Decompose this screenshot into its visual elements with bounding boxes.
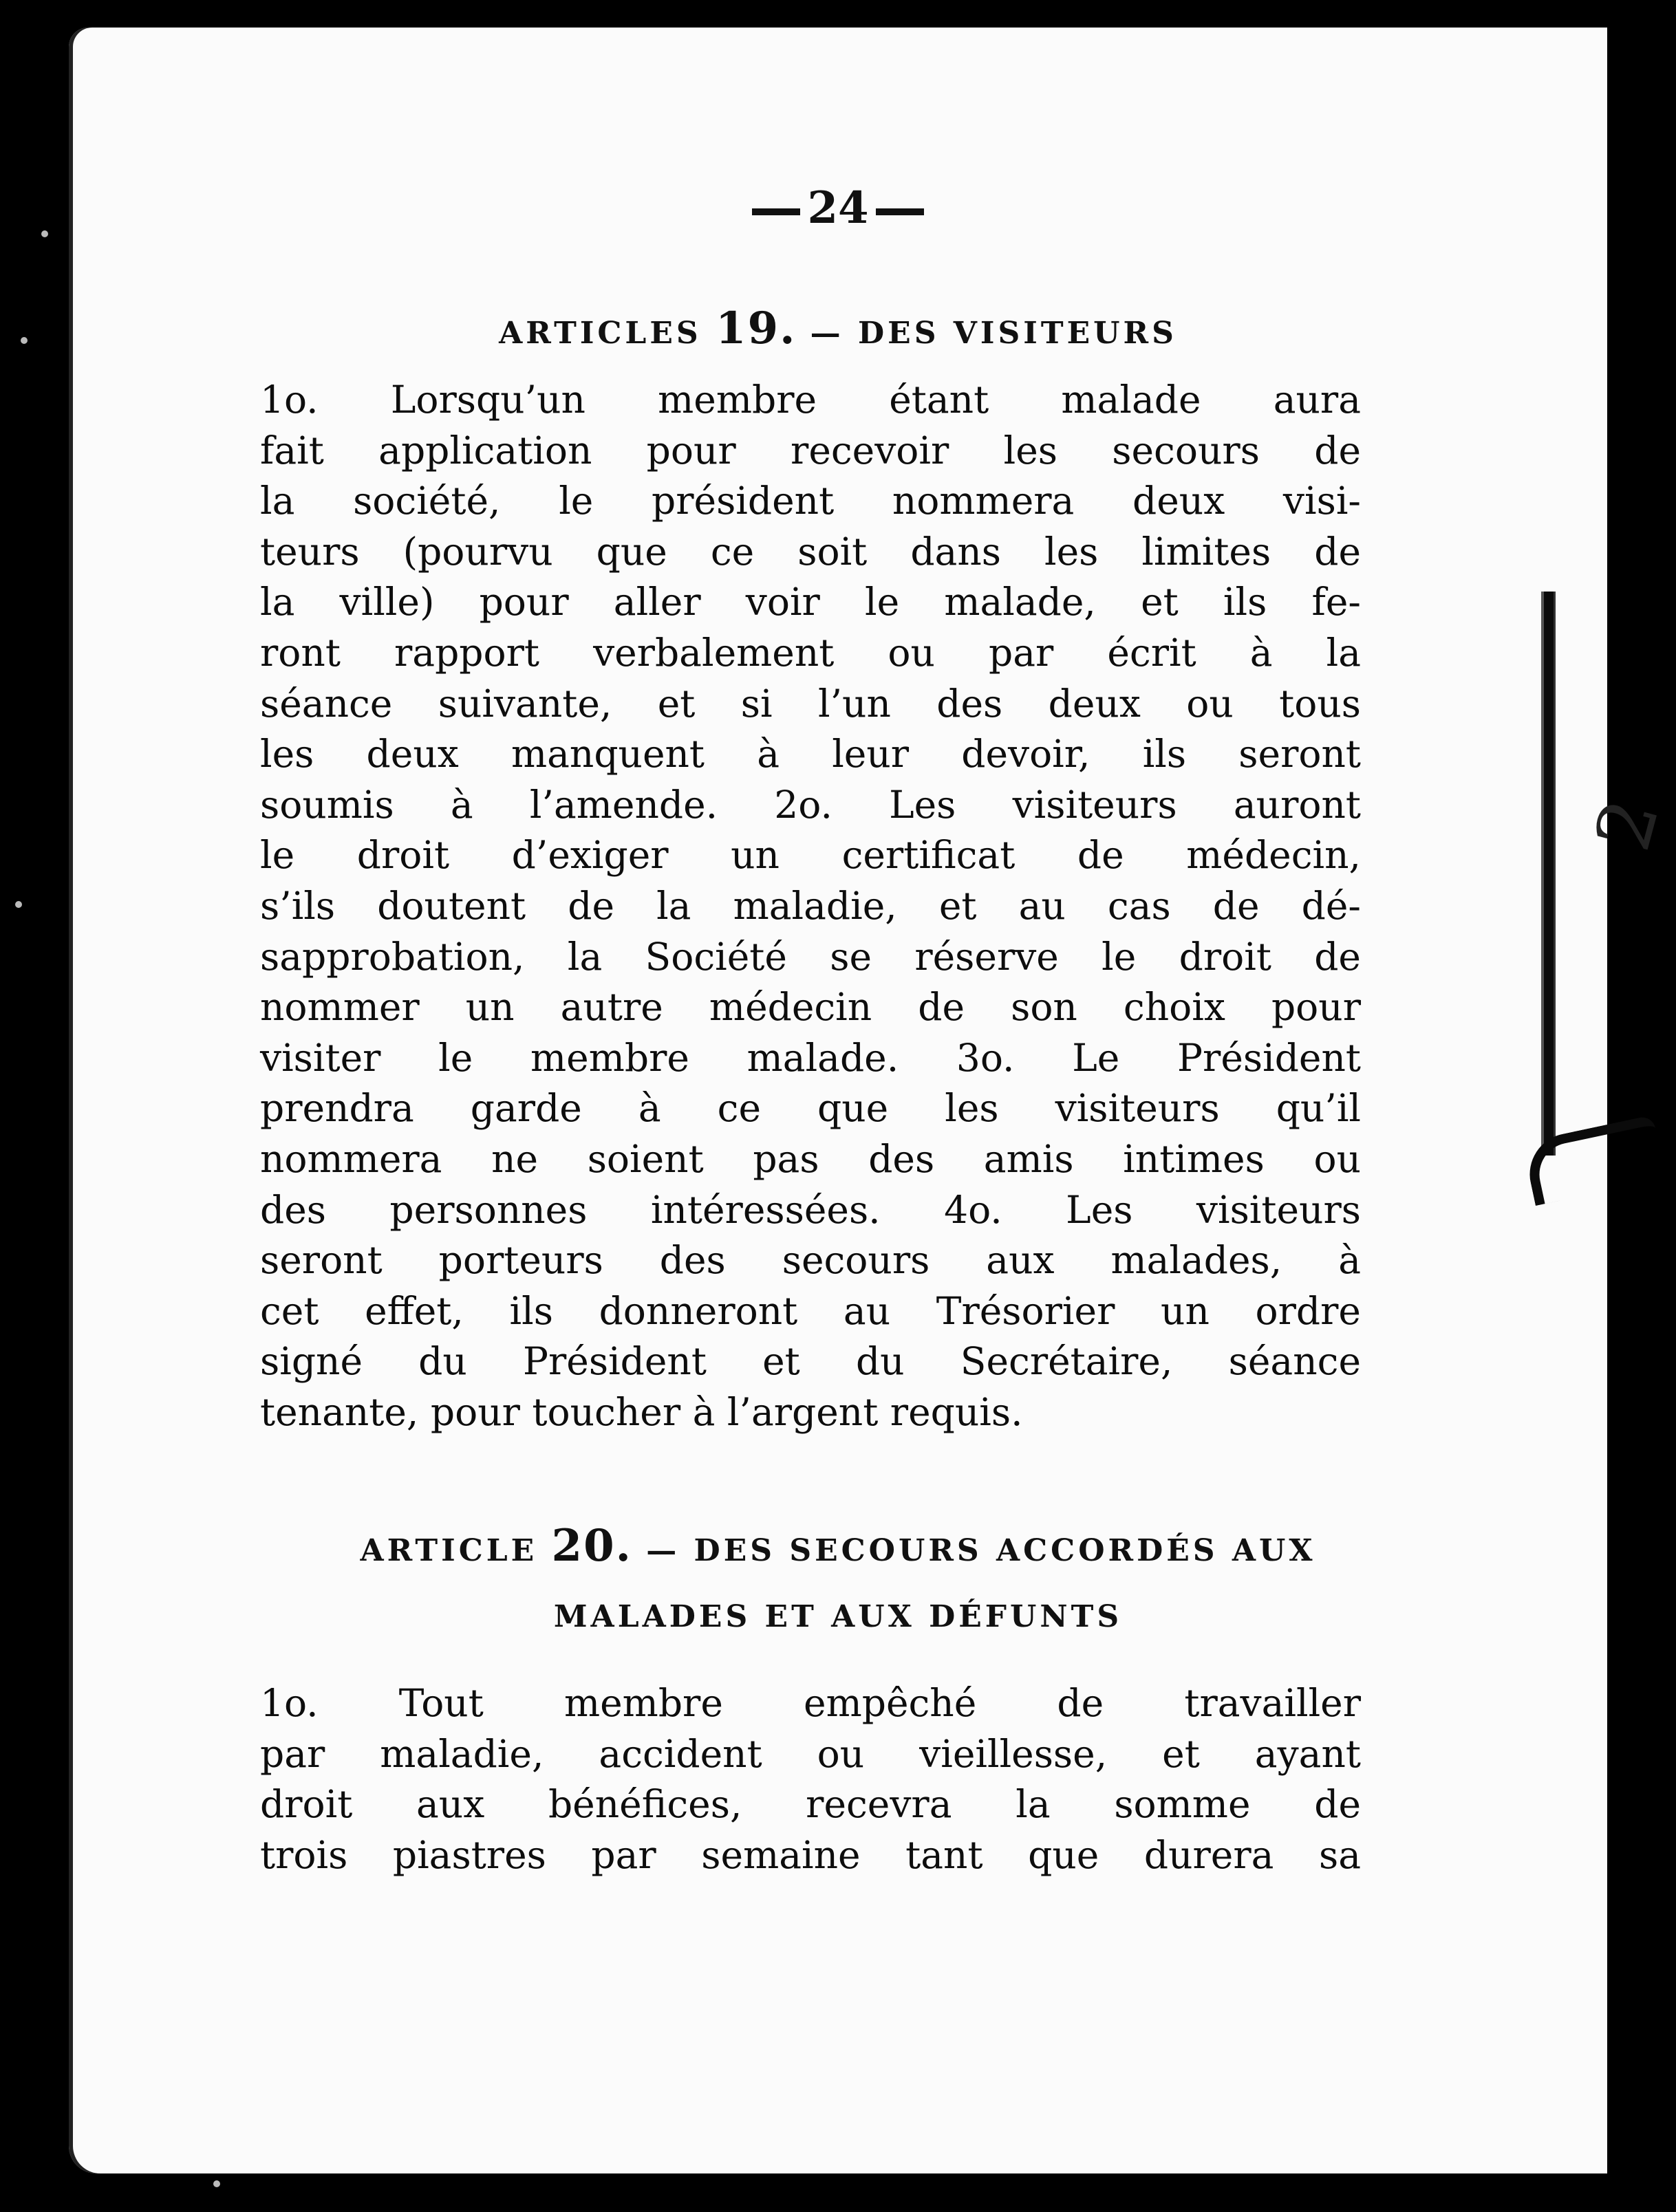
article-20-dash: —: [646, 1533, 680, 1568]
article-19-subject: DES VISITEURS: [858, 316, 1177, 351]
article-19-line: le droit d’exiger un certificat de médecin,: [260, 833, 1361, 878]
article-19-label: ARTICLES: [499, 316, 702, 351]
book-page: [69, 28, 1676, 2173]
article-19-line: des personnes intéressées. 4o. Les visiteurs: [260, 1187, 1361, 1232]
article-20-line: trois piastres par semaine tant que durera sa: [260, 1832, 1361, 1877]
article-19-line: nommer un autre médecin de son choix pour: [260, 985, 1361, 1030]
article-19-line: sapprobation, la Société se réserve le droit de: [260, 934, 1361, 979]
article-19-line: nommera ne soient pas des amis intimes ou: [260, 1136, 1361, 1181]
article-19-body: [260, 375, 1361, 1438]
article-20-subject-line1: DES SECOURS ACCORDÉS AUX: [694, 1533, 1316, 1568]
bookmark-ribbon: [1541, 592, 1556, 1156]
article-19-heading: [69, 303, 1607, 354]
margin-speck: [15, 901, 22, 908]
article-20-label: ARTICLE: [360, 1533, 538, 1568]
article-19-line: visiter le membre malade. 3o. Le Président: [260, 1035, 1361, 1080]
article-20-body: [260, 1678, 1361, 1880]
margin-speck: [213, 2180, 220, 2187]
page-number-text: 24: [807, 182, 869, 234]
margin-speck: [41, 230, 48, 237]
article-19-line: la ville) pour aller voir le malade, et ils fe-: [260, 580, 1361, 625]
article-19-line: soumis à l’amende. 2o. Les visiteurs auront: [260, 782, 1361, 827]
article-19-line: s’ils doutent de la maladie, et au cas de dé-: [260, 883, 1361, 928]
pencil-mark-glyph: 2: [1578, 790, 1676, 860]
article-19-number: 19.: [716, 303, 797, 354]
article-19-line: cet effet, ils donneront au Trésorier un ordre: [260, 1288, 1361, 1333]
article-20-heading-continued: [69, 1599, 1607, 1634]
article-19-line: tenante, pour toucher à l’argent requis.: [260, 1389, 1023, 1434]
header-dash-right: [876, 208, 924, 215]
article-19-dash: —: [810, 316, 844, 351]
article-19-line: la société, le président nommera deux visi-: [260, 479, 1361, 523]
article-19-line: fait application pour recevoir les secours de: [260, 428, 1361, 473]
article-19-line: prendra garde à ce que les visiteurs qu’il: [260, 1086, 1361, 1131]
article-19-line: seront porteurs des secours aux malades, à: [260, 1238, 1361, 1283]
article-20-heading: [69, 1520, 1607, 1572]
article-20-subject-line2: MALADES ET AUX DÉFUNTS: [553, 1599, 1123, 1634]
article-19-line: signé du Président et du Secrétaire, séance: [260, 1339, 1361, 1384]
page-number: [69, 182, 1607, 234]
article-19-line: séance suivante, et si l’un des deux ou tous: [260, 681, 1361, 726]
article-20-line: 1o. Tout membre empêché de travailler: [260, 1681, 1361, 1725]
article-19-line: ront rapport verbalement ou par écrit à la: [260, 630, 1361, 675]
article-20-line: droit aux bénéfices, recevra la somme de: [260, 1782, 1361, 1827]
article-19-line: les deux manquent à leur devoir, ils seront: [260, 732, 1361, 777]
article-20-number: 20.: [551, 1520, 632, 1572]
article-19-line: teurs (pourvu que ce soit dans les limites de: [260, 529, 1361, 574]
article-20-line: par maladie, accident ou vieillesse, et ayant: [260, 1731, 1361, 1776]
header-dash-left: [752, 208, 800, 215]
margin-speck: [21, 337, 28, 344]
article-19-line: 1o. Lorsqu’un membre étant malade aura: [260, 378, 1361, 422]
